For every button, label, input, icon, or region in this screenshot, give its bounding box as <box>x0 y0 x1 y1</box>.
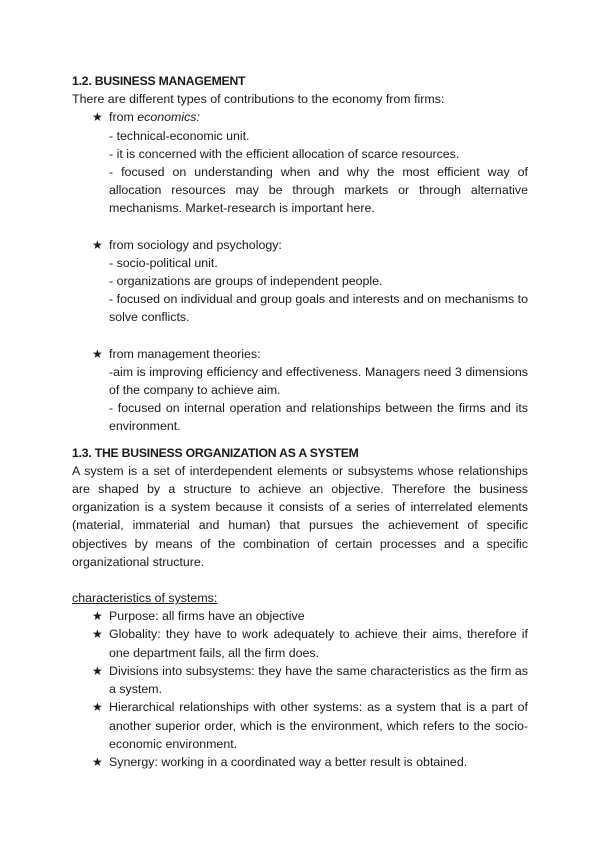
bullet-sociology <box>72 236 528 254</box>
section-heading-organization-system: 1.3. THE BUSINESS ORGANIZATION AS A SYSTEM <box>72 445 359 460</box>
star-icon: ★ <box>92 609 103 624</box>
characteristic-item: ★ Hierarchical relationships with other systems: as a system that is a part of another superior order, which is the environment, which refers to the socio-economic environment. <box>92 700 528 751</box>
bullet-management <box>72 345 528 363</box>
characteristics-title: characteristics of systems: <box>72 591 218 606</box>
bullet-lead-emphasis: economics: <box>137 110 200 125</box>
document-page <box>72 72 528 771</box>
star-icon: ★ <box>92 237 103 252</box>
characteristic-item: ★ Purpose: all firms have an objective <box>72 607 528 625</box>
list-item: - socio-political unit. <box>109 255 218 270</box>
list-item: - it is concerned with the efficient allocation of scarce resources. <box>109 146 460 161</box>
list-item: - focused on internal operation and relationships between the firms and its environment. <box>109 401 528 434</box>
star-icon: ★ <box>92 754 103 769</box>
list-item: - technical-economic unit. <box>109 128 250 143</box>
bullet-lead: from <box>109 110 138 125</box>
star-icon: ★ <box>92 663 103 678</box>
characteristic-item: ★ Synergy: working in a coordinated way a better result is obtained. <box>72 753 528 771</box>
bullet-economics <box>72 108 528 126</box>
characteristic-item: ★ Globality: they have to work adequately to achieve their aims, therefore if one department fails, all the firm does. <box>92 627 528 660</box>
star-icon: ★ <box>92 346 103 361</box>
bullet-lead: from management theories: <box>109 346 261 361</box>
list-item: - focused on individual and group goals and interests and on mechanisms to solve conflicts. <box>109 292 528 325</box>
section-heading-business-management: 1.2. BUSINESS MANAGEMENT <box>72 74 246 88</box>
star-icon: ★ <box>92 700 103 715</box>
intro-text: There are different types of contributions to the economy from firms: <box>72 92 445 107</box>
list-item: - organizations are groups of independent people. <box>109 274 383 289</box>
star-icon: ★ <box>92 110 103 125</box>
list-item: -aim is improving efficiency and effectiveness. Managers need 3 dimensions of the company to achieve aim. <box>109 364 528 398</box>
bullet-lead: from sociology and psychology: <box>109 237 282 252</box>
star-icon: ★ <box>92 627 103 642</box>
system-paragraph: A system is a set of interdependent elements or subsystems whose relationships are shaped by a structure to achieve an objective. Therefore the business organization is a system because it consists of a series of interrelated elements (material, immaterial and human) that pursues the achievement of specific objectives by means of the combination of certain processes and a specific organizational structure. <box>72 463 528 569</box>
list-item: - focused on understanding when and why the most efficient way of allocation resources may be through markets or through alternative mechanisms. Market-research is important here. <box>109 165 528 216</box>
characteristic-item: ★ Divisions into subsystems: they have the same characteristics as the firm as a system. <box>92 663 528 697</box>
